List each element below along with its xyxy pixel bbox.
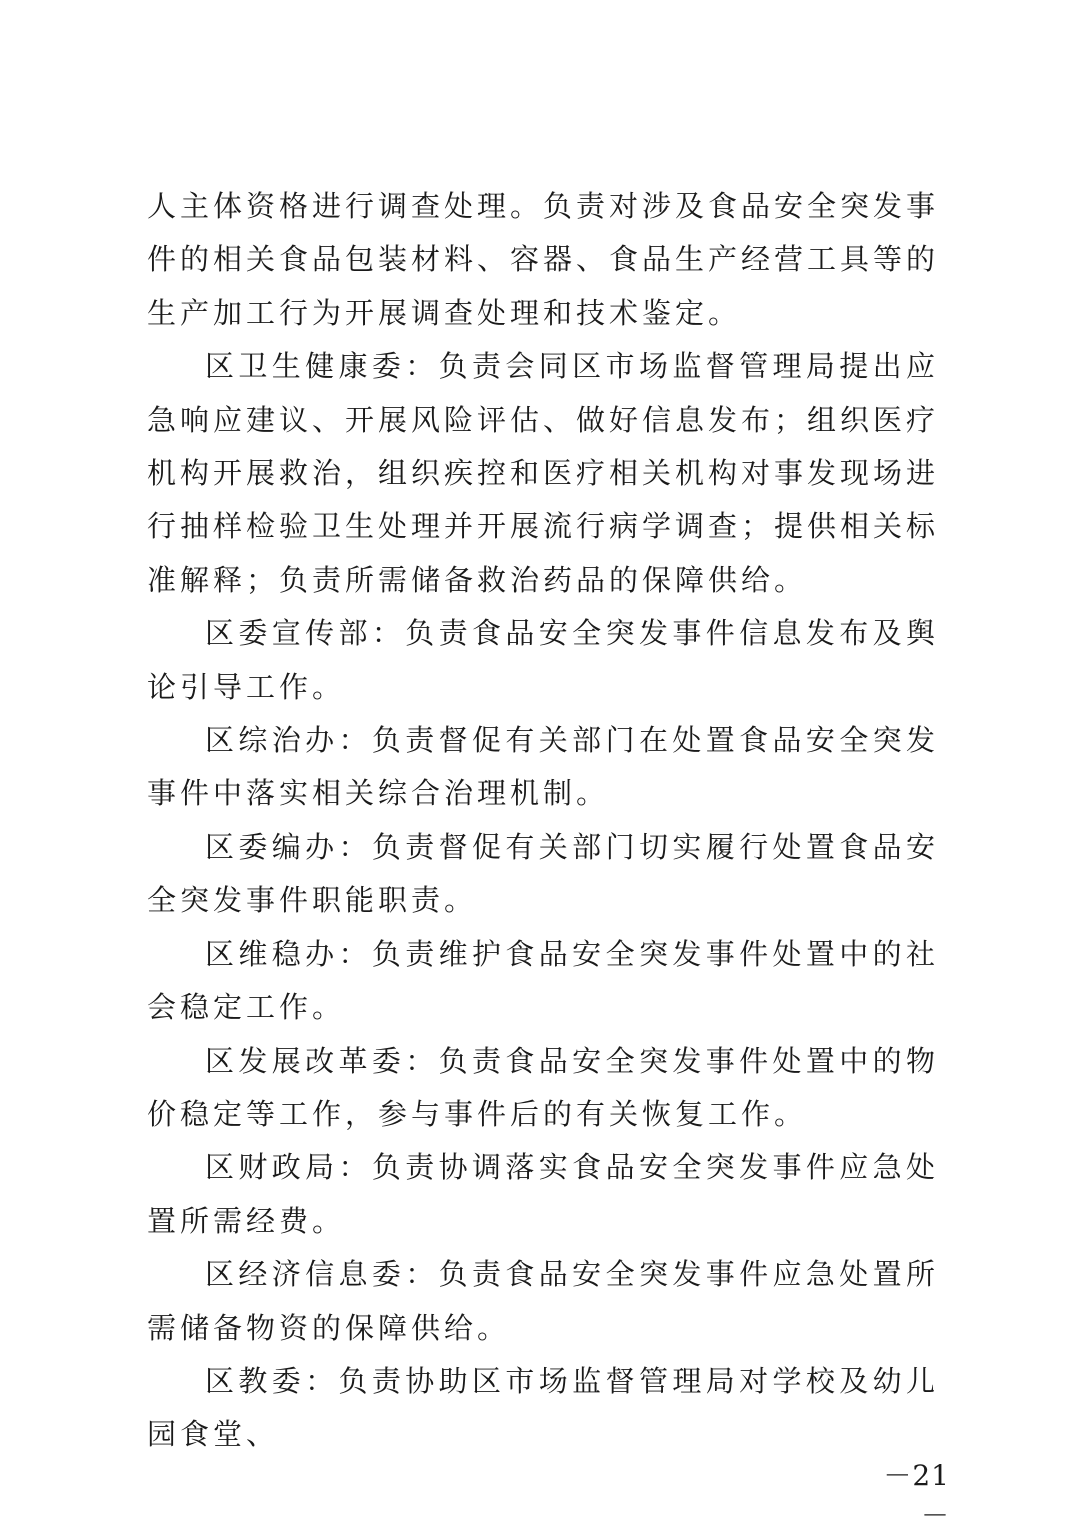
paragraph-finance-bureau: 区财政局：负责协调落实食品安全突发事件应急处置所需经费。: [147, 1150, 939, 1238]
page-number: －21－: [883, 1459, 950, 1532]
paragraph-stability-office: 区维稳办：负责维护食品安全突发事件处置中的社会稳定工作。: [147, 936, 939, 1025]
paragraph-comprehensive-governance-office: 区综治办：负责督促有关部门在处置食品安全突发事件中落实相关综合治理机制。: [147, 723, 939, 811]
paragraph-development-reform-commission: 区发展改革委：负责食品安全突发事件处置中的物价稳定等工作，参与事件后的有关恢复工作。: [147, 1043, 939, 1131]
body-text: [147, 180, 939, 1462]
paragraph-health-commission: 区卫生健康委：负责会同区市场监督管理局提出应急响应建议、开展风险评估、做好信息发布；组织医疗机构开展救治，组织疾控和医疗相关机构对事发现场进行抽样检验卫生处理并开展流行病学调查；提供相关标准解释；负责所需储备救治药品的保障供给。: [147, 349, 940, 597]
paragraph-education-commission: 区教委：负责协助区市场监督管理局对学校及幼儿园食堂、: [147, 1363, 939, 1452]
paragraph-establishment-office: 区委编办：负责督促有关部门切实履行处置食品安全突发事件职能职责。: [147, 829, 939, 918]
paragraph-publicity-department: 区委宣传部：负责食品安全突发事件信息发布及舆论引导工作。: [147, 616, 939, 704]
paragraph-continuation: 人主体资格进行调查处理。负责对涉及食品安全突发事件的相关食品包装材料、容器、食品生产经营工具等的生产加工行为开展调查处理和技术鉴定。: [147, 189, 940, 330]
paragraph-economy-information-commission: 区经济信息委：负责食品安全突发事件应急处置所需储备物资的保障供给。: [147, 1257, 939, 1345]
